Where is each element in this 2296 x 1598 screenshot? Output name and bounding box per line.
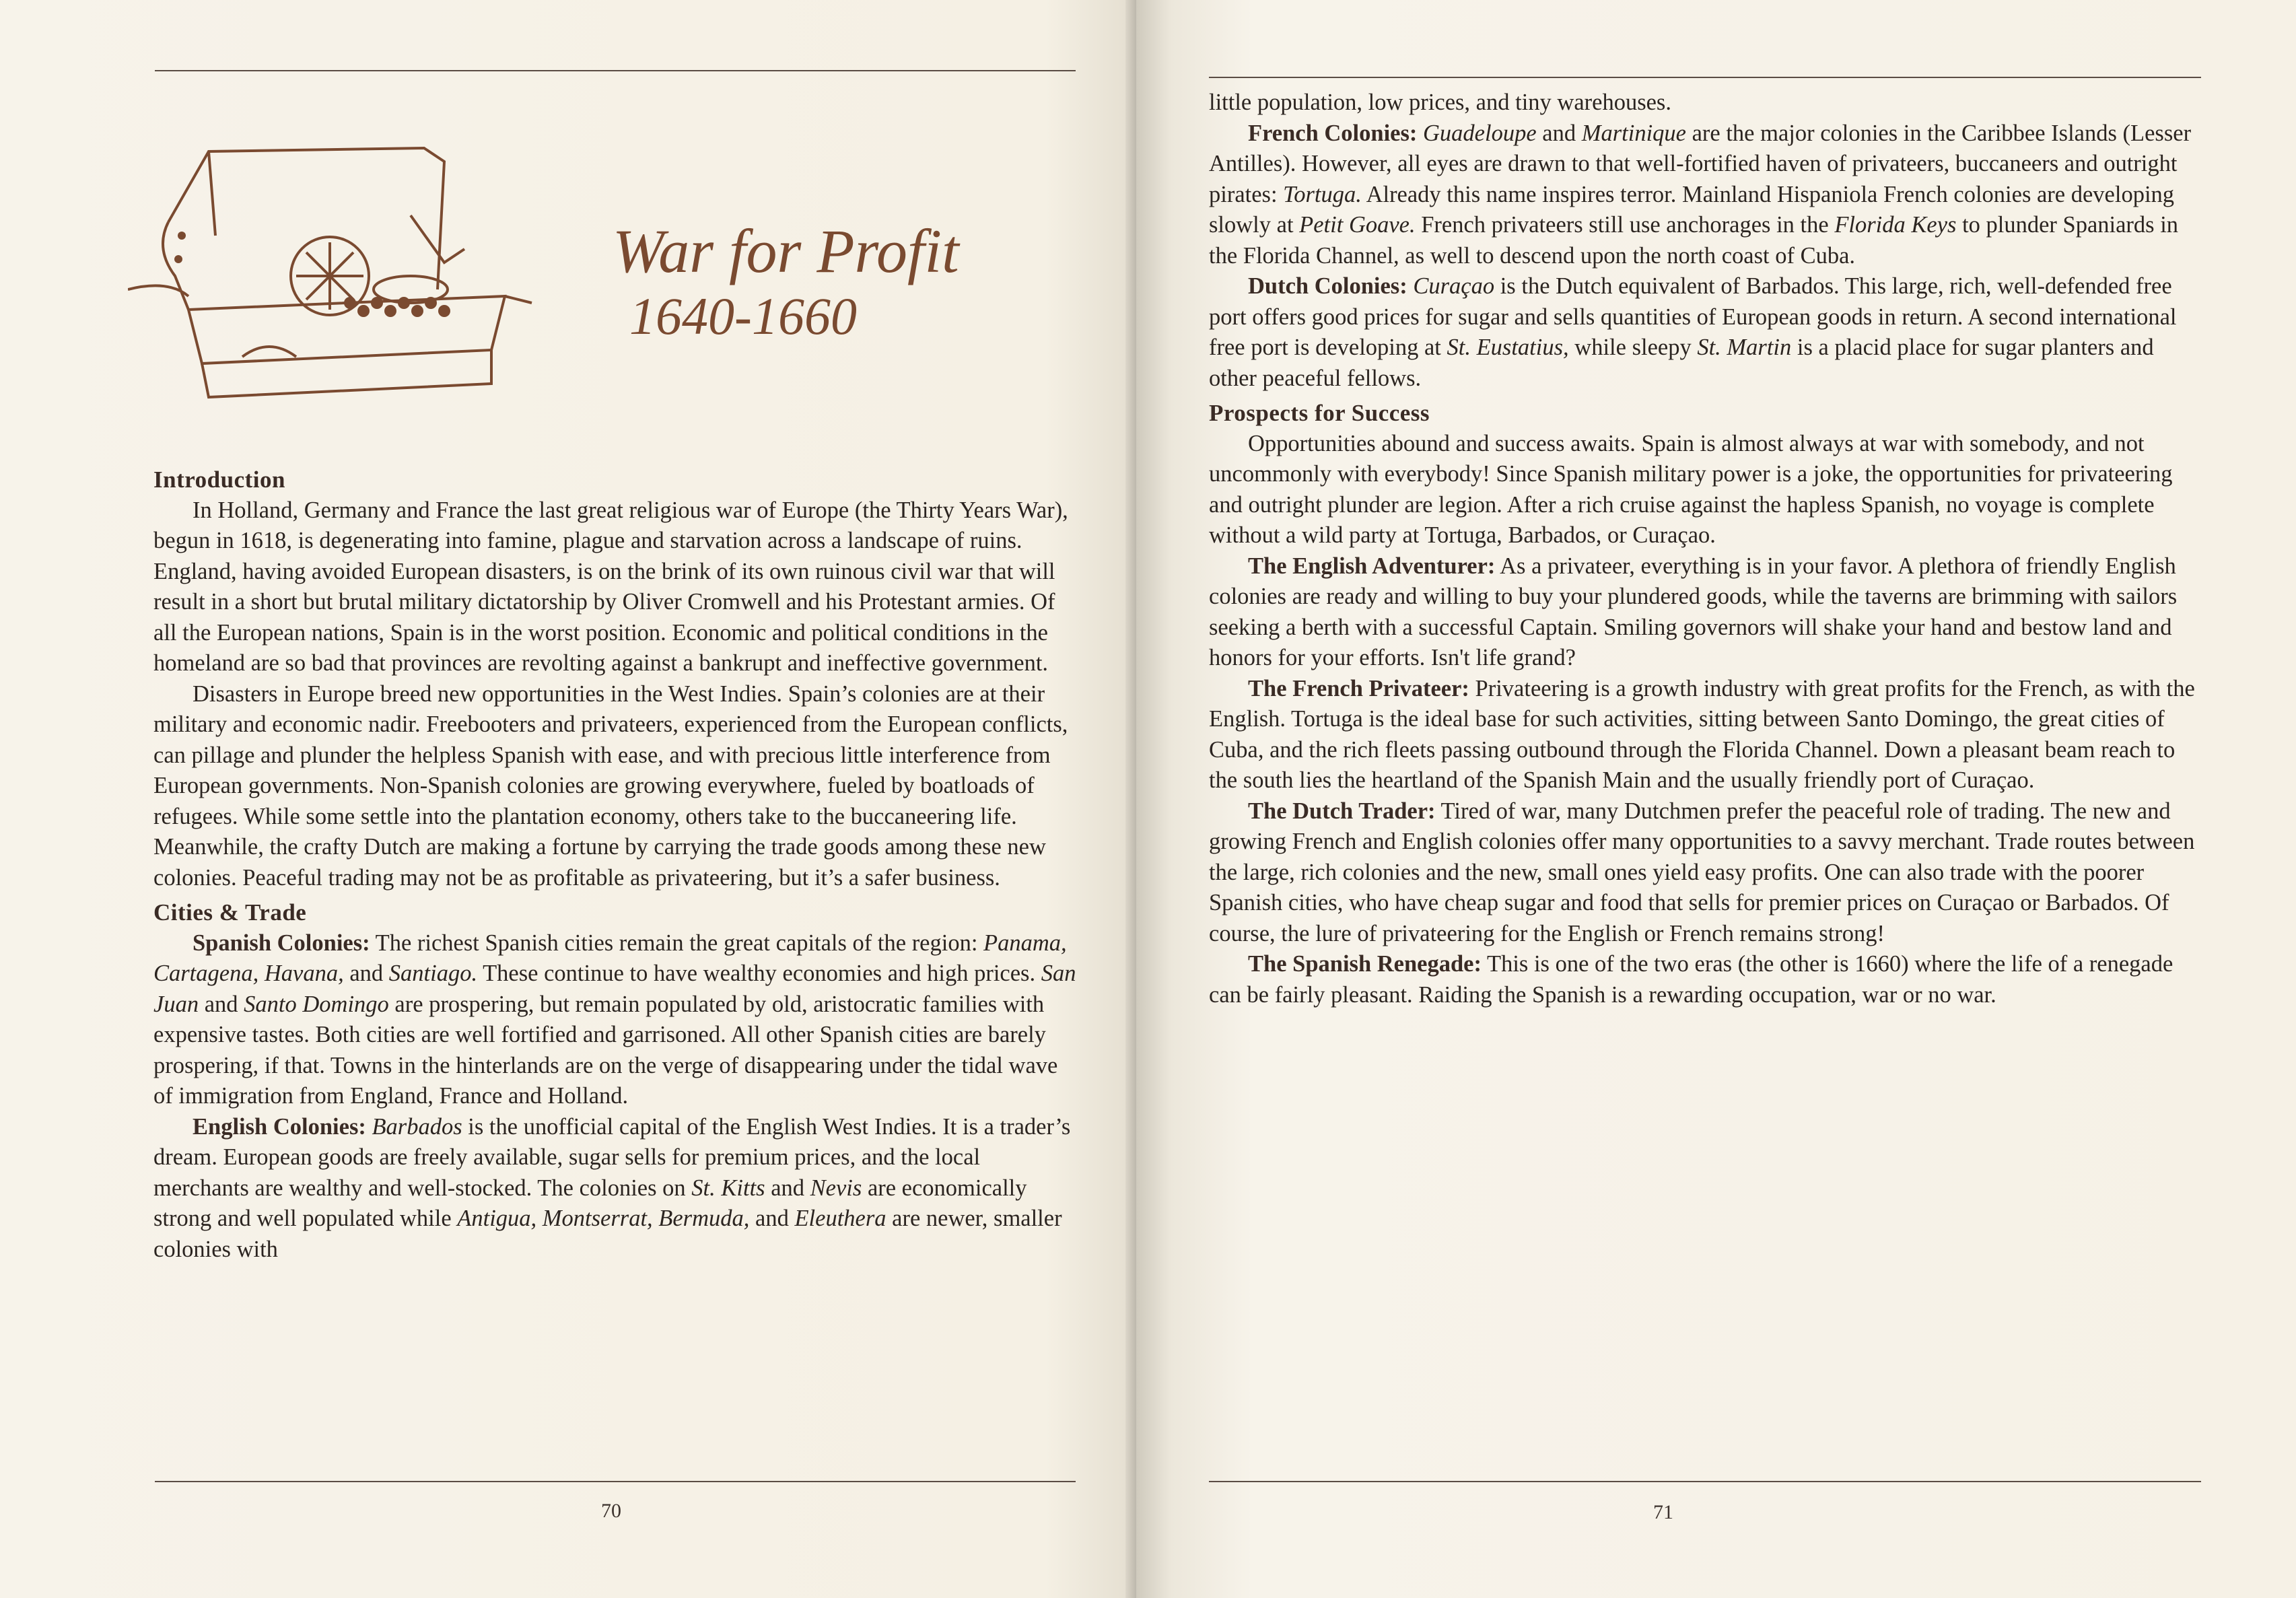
left-page [0,0,1136,1598]
top-rule [1209,77,2201,78]
english-adventurer-label: The English Adventurer: [1248,553,1496,579]
heading-prospects: Prospects for Success [1209,400,1430,426]
continued-text: little population, low prices, and tiny warehouses. [1209,90,1671,115]
spanish-renegade-label: The Spanish Renegade: [1248,951,1482,977]
bottom-rule [1209,1481,2201,1482]
chapter-title: War for Profit [613,217,959,285]
treasure-chest-illustration [128,135,599,417]
page-number-right: 71 [1653,1501,1673,1523]
right-column [1209,88,2206,1010]
right-page [1136,0,2296,1598]
english-colonies-label: English Colonies: [193,1113,366,1140]
chapter-years: 1640-1660 [629,287,857,345]
top-rule [155,70,1076,71]
dutch-colonies-paragraph: Dutch Colonies: Curaçao is the Dutch equivalent of Barbados. This large, rich, well-defended free port offers good prices for sugar and sells quantities of European goods in return. A second international free port is developing at St. Eustatius, while sleepy St. Martin is a placid place for sugar planters and other peaceful fellows. [1209,273,2177,391]
spanish-colonies-label: Spanish Colonies: [193,930,370,956]
french-privateer-paragraph: The French Privateer: Privateering is a growth industry with great profits for the French, as with the English. Tortuga is the ideal base for such activities, sitting between Santo Domingo, the great cities of Cuba, and the rich fleets passing outbound through the Florida Channel. Down a pleasant beam reach to the south lies the heartland of the Spanish Main and the usually friendly port of Curaçao. [1209,675,2195,793]
dutch-trader-paragraph: The Dutch Trader: Tired of war, many Dutchmen prefer the peaceful role of trading. The new and growing French and English colonies offer many opportunities to a savvy merchant. Trade routes between the large, rich colonies and the new, small ones yield easy profits. One can also trade with the poorer Spanish cities, who have cheap sugar and food that sells for premier prices on Curaçao or Barbados. Of course, the lure of privateering for the English or French remains strong! [1209,798,2195,946]
intro-paragraph-1: In Holland, Germany and France the last great religious war of Europe (the Thirty Years War), begun in 1618, is degenerating into famine, plague and starvation across a landscape of ruins. England, having avoided European disasters, is on the brink of its own ruinous civil war that will result in a short but brutal military dictatorship by Oliver Cromwell and his Protestant armies. Of all the European nations, Spain is in the worst position. Economic and political conditions in the homeland are so bad that provinces are revolting against a bankrupt and ineffective government. [153,497,1068,676]
prospects-paragraph: Opportunities abound and success awaits. Spain is almost always at war with somebody, and not uncommonly with everybody! Since Spanish military power is a joke, the opportunities for privateering and outright plunder are legion. After a rich cruise against the hapless Spanish, no voyage is complete without a wild party at Tortuga, Barbados, or Curaçao. [1209,430,2173,548]
bottom-rule [155,1481,1076,1482]
heading-introduction: Introduction [153,466,285,493]
dutch-trader-label: The Dutch Trader: [1248,798,1436,824]
intro-paragraph-2: Disasters in Europe breed new opportunities in the West Indies. Spain’s colonies are at their military and economic nadir. Freebooters and privateers, experienced from the European conflicts, can pillage and plunder the helpless Spanish with ease, and with precious little interference from European governments. Non-Spanish colonies are growing everywhere, fueled by boatloads of refugees. While some settle into the plantation economy, others take to the buccaneering life. Meanwhile, the crafty Dutch are making a fortune by carrying the trade goods among these new colonies. Peaceful trading may not be as profitable as privateering, but it’s a safer business. [153,681,1068,891]
spanish-colonies-paragraph: Spanish Colonies: The richest Spanish cities remain the great capitals of the region: Panama, Cartagena, Havana, and Santiago. These continue to have wealthy economies and high prices. San Juan and Santo Domingo are prospering, but remain populated by old, aristocratic families with expensive tastes. Both cities are well fortified and garrisoned. All other Spanish cities are barely prospering, if that. Towns in the hinterlands are on the verge of disappearing under the tidal wave of immigration from England, France and Holland. [153,930,1076,1109]
heading-cities-trade: Cities & Trade [153,899,307,926]
english-colonies-paragraph: English Colonies: Barbados is the unofficial capital of the English West Indies. It is a trader’s dream. European goods are freely available, sugar sells for premium prices, and the local merchants are wealthy and well-stocked. The colonies on St. Kitts and Nevis are economically strong and well populated while Antigua, Montserrat, Bermuda, and Eleuthera are newer, smaller colonies with [153,1113,1071,1262]
dutch-colonies-label: Dutch Colonies: [1248,273,1407,299]
left-column [153,464,1081,1265]
page-number-left: 70 [601,1500,621,1522]
english-adventurer-paragraph: The English Adventurer: As a privateer, everything is in your favor. A plethora of friendly English colonies are ready and willing to buy your plundered goods, while the taverns are brimming with sailors seeking a berth with a successful Captain. Smiling governors will shake your hand and bestow land and honors for your efforts. Isn't life grand? [1209,553,2178,670]
french-colonies-paragraph: French Colonies: Guadeloupe and Martinique are the major colonies in the Caribbee Islands (Lesser Antilles). However, all eyes are drawn to that well-fortified haven of privateers, buccaneers and outright pirates: Tortuga. Already this name inspires terror. Mainland Hispaniola French colonies are developing slowly at Petit Goave. French privateers still use anchorages in the Florida Keys to plunder Spaniards in the Florida Channel, as well to descend upon the north coast of Cuba. [1209,120,2192,269]
french-colonies-label: French Colonies: [1248,120,1418,146]
french-privateer-label: The French Privateer: [1248,675,1469,701]
spanish-renegade-paragraph: The Spanish Renegade: This is one of the two eras (the other is 1660) where the life of a renegade can be fairly pleasant. Raiding the Spanish is a rewarding occupation, war or no war. [1209,951,2173,1008]
